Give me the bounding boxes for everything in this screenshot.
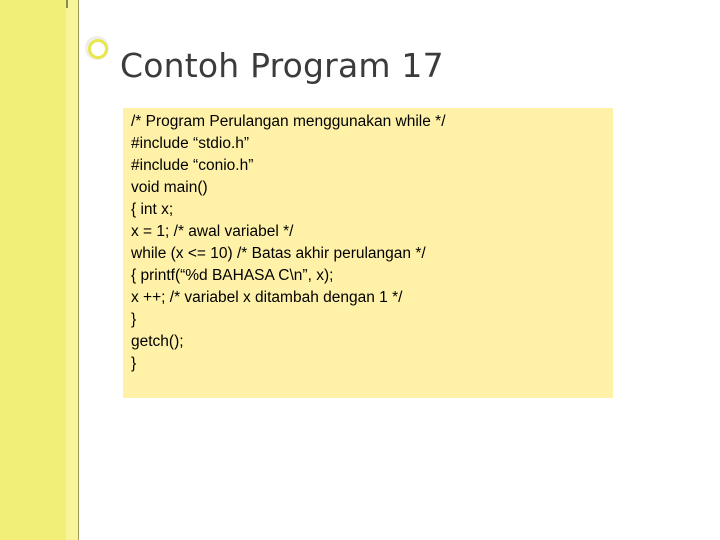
code-line: } xyxy=(131,355,137,372)
left-accent-band-inner xyxy=(66,0,78,540)
code-line: /* Program Perulangan menggunakan while */ xyxy=(131,113,446,130)
code-line: x ++; /* variabel x ditambah dengan 1 */ xyxy=(131,289,403,306)
left-accent-band xyxy=(0,0,66,540)
code-line: { printf(“%d BAHASA C\n”, x); xyxy=(131,267,334,284)
ring-icon xyxy=(88,39,108,59)
code-line: { int x; xyxy=(131,201,174,218)
slide-title: Contoh Program 17 xyxy=(120,46,444,85)
code-line: x = 1; /* awal variabel */ xyxy=(131,223,294,240)
code-line: #include “conio.h” xyxy=(131,157,254,174)
code-line: getch(); xyxy=(131,333,184,350)
code-line: void main() xyxy=(131,179,208,196)
code-line: } xyxy=(131,311,137,328)
top-tick-mark xyxy=(66,0,68,8)
left-divider-line xyxy=(78,0,79,540)
code-line: #include “stdio.h” xyxy=(131,135,250,152)
code-line: while (x <= 10) /* Batas akhir perulangan */ xyxy=(131,245,426,262)
